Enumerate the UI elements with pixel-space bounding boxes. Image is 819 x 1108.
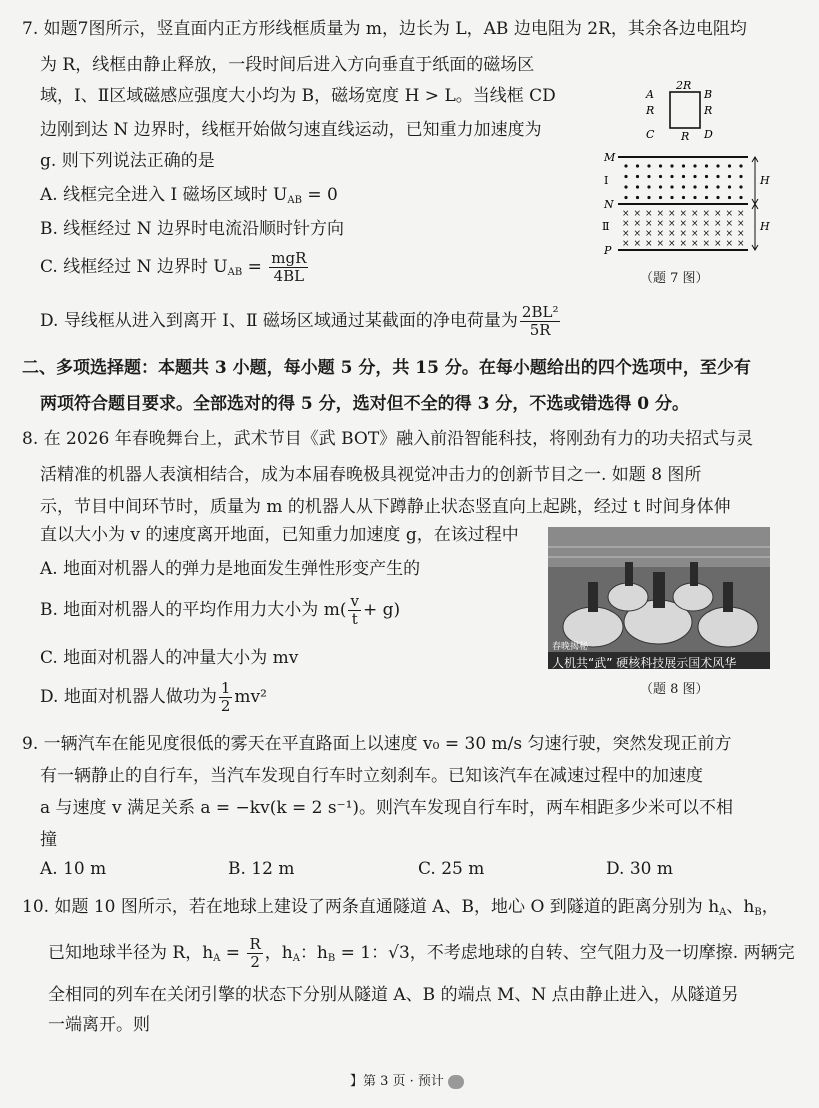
figure-7-caption: （题 7 图） xyxy=(640,271,709,286)
q8-option-c: C. 地面对机器人的冲量大小为 mv xyxy=(40,648,299,668)
q7-option-d: D. 导线框从进入到离开 Ⅰ、Ⅱ 磁场区域通过某截面的净电荷量为 $\frac{\text{2BL²}}{5R}$ xyxy=(40,303,559,339)
field-cross: × xyxy=(714,219,722,229)
label-h-1: H xyxy=(760,174,770,187)
field-cross: × xyxy=(622,239,630,249)
field-cross: × xyxy=(668,219,676,229)
field-dot xyxy=(636,164,639,167)
q8-option-b: B. 地面对机器人的平均作用力大小为 m( $\frac{v}{t}$ + g) xyxy=(40,592,401,628)
label-b: B xyxy=(704,88,713,101)
field-dot xyxy=(670,164,673,167)
q8-line-2: 活精准的机器人表演相结合，成为本届春晚极具视觉冲击力的创新节目之一. 如题 8 图所 xyxy=(40,465,702,485)
q9-line-1: 9. 一辆汽车在能见度很低的雾天在平直路面上以速度 v₀ = 30 m/s 匀速行驶，突然发现正前方 xyxy=(22,734,732,754)
field-dot xyxy=(693,185,696,188)
field-cross: × xyxy=(633,209,642,219)
field-cross: × xyxy=(633,239,642,249)
label-h-2: H xyxy=(760,220,770,233)
field-dot xyxy=(716,196,719,199)
label-region-2: Ⅱ xyxy=(602,220,610,233)
field-dot xyxy=(670,175,673,178)
q10-line-4: 一端离开。则 xyxy=(48,1015,150,1035)
field-dot xyxy=(716,164,719,167)
field-cross: × xyxy=(725,229,734,239)
q9-option-c: C. 25 m xyxy=(418,859,485,879)
field-cross: × xyxy=(702,219,711,229)
q8-line-1: 8. 在 2026 年春晚舞台上，武术节目《武 BOT》融入前沿智能科技，将刚劲有力的功夫招式与灵 xyxy=(22,429,754,449)
field-dot xyxy=(636,175,639,178)
field-dot xyxy=(716,185,719,188)
field-cross: × xyxy=(656,219,665,229)
field-dot xyxy=(739,196,742,199)
field-cross: × xyxy=(645,219,653,229)
field-cross: × xyxy=(633,229,642,239)
field-cross: × xyxy=(645,229,653,239)
q9-line-2: 有一辆静止的自行车，当汽车发现自行车时立刻刹车。已知该汽车在减速过程中的加速度 xyxy=(40,766,703,786)
label-d: D xyxy=(704,128,713,141)
photo-banner: 人机共“武” 硬核科技展示国术风华 xyxy=(552,656,737,669)
page-footer xyxy=(350,1070,464,1089)
field-dot xyxy=(728,175,731,178)
field-dot xyxy=(739,164,742,167)
field-cross: × xyxy=(679,229,688,239)
field-cross: × xyxy=(725,209,734,219)
field-dot xyxy=(624,185,627,188)
field-dot xyxy=(682,196,685,199)
field-dot xyxy=(705,175,708,178)
field-dot xyxy=(705,196,708,199)
field-dot xyxy=(682,164,685,167)
field-dot xyxy=(659,164,662,167)
field-cross: × xyxy=(679,209,688,219)
q7-line-5: g. 则下列说法正确的是 xyxy=(40,151,215,171)
field-dot xyxy=(705,185,708,188)
field-cross: × xyxy=(691,239,699,249)
field-cross: × xyxy=(691,219,699,229)
field-cross: × xyxy=(725,219,734,229)
q9-line-3: a 与速度 v 满足关系 a = −kv(k = 2 s⁻¹)。则汽车发现自行车时，两车相距多少米可以不相 xyxy=(40,798,734,818)
field-dot xyxy=(624,196,627,199)
q9-option-d: D. 30 m xyxy=(606,859,673,879)
field-cross: × xyxy=(679,219,688,229)
field-dot xyxy=(728,164,731,167)
q7-line-2: 为 R，线框由静止释放，一段时间后进入方向垂直于纸面的磁场区 xyxy=(40,55,535,75)
field-dot xyxy=(647,196,650,199)
field-crosses xyxy=(622,209,745,249)
q9-option-a: A. 10 m xyxy=(40,859,107,879)
field-cross: × xyxy=(702,229,711,239)
label-2r: 2R xyxy=(676,79,692,92)
field-cross: × xyxy=(622,219,630,229)
q8-option-a: A. 地面对机器人的弹力是地面发生弹性形变产生的 xyxy=(40,559,421,579)
field-dot xyxy=(693,175,696,178)
field-cross: × xyxy=(737,239,745,249)
field-cross: × xyxy=(702,209,711,219)
field-dot xyxy=(647,185,650,188)
field-dot xyxy=(728,185,731,188)
field-dot xyxy=(716,175,719,178)
field-dot xyxy=(659,175,662,178)
section-2-heading: 二、多项选择题：本题共 3 小题，每小题 5 分，共 15 分。在每小题给出的四个选项中，至少有 xyxy=(22,358,751,378)
section-2-instructions: 两项符合题目要求。全部选对的得 5 分，选对但不全的得 3 分，不选或错选得 0 分。 xyxy=(40,394,689,414)
field-cross: × xyxy=(668,229,676,239)
watermark-stamp xyxy=(448,1075,464,1089)
field-cross: × xyxy=(691,229,699,239)
field-cross: × xyxy=(737,229,745,239)
field-cross: × xyxy=(656,239,665,249)
figure-7-diagram xyxy=(590,78,780,278)
figure-8-caption: （题 8 图） xyxy=(640,682,709,697)
field-cross: × xyxy=(668,209,676,219)
q8-option-d: D. 地面对机器人做功为 $\frac{1}{2}$ mv² xyxy=(40,679,267,715)
q7-line-4: 边刚到达 N 边界时，线框开始做匀速直线运动，已知重力加速度为 xyxy=(40,120,542,140)
label-c: C xyxy=(646,128,655,141)
field-cross: × xyxy=(714,229,722,239)
q10-line-1: 10. 如题 10 图所示，若在地球上建设了两条直通隧道 A、B，地心 O 到隧道的距离分别为 $h_A$、$h_B$， xyxy=(22,897,779,918)
q10-line-2: 已知地球半径为 R，$h_A$ = $\frac{R}{2}$ ，$h_A$：$h_B = 1$：√3，不考虑地球的自转、空气阻力及一切摩擦. 两辆完 xyxy=(48,935,795,971)
field-cross: × xyxy=(714,239,722,249)
field-dot xyxy=(659,185,662,188)
label-n: N xyxy=(604,198,614,211)
field-dot xyxy=(739,175,742,178)
q7-option-a: A. 线框完全进入 I 磁场区域时 $U_{AB} = 0$ xyxy=(40,185,338,206)
label-m: M xyxy=(604,151,616,164)
q8-line-4: 直以大小为 v 的速度离开地面，已知重力加速度 g，在该过程中 xyxy=(40,525,519,545)
label-a: A xyxy=(646,88,654,101)
field-cross: × xyxy=(737,219,745,229)
field-dot xyxy=(670,196,673,199)
label-right-r: R xyxy=(704,104,713,117)
label-bottom-r: R xyxy=(681,130,690,143)
q7-line-3: 域，Ⅰ、Ⅱ区域磁感应强度大小均为 B，磁场宽度 H > L。当线框 CD xyxy=(40,86,556,106)
field-cross: × xyxy=(714,209,722,219)
label-region-1: I xyxy=(604,174,609,187)
field-dot xyxy=(636,185,639,188)
field-dot xyxy=(682,175,685,178)
field-dot xyxy=(636,196,639,199)
field-dot xyxy=(682,185,685,188)
q9-option-b: B. 12 m xyxy=(228,859,295,879)
q7-option-c: C. 线框经过 N 边界时 $U_{AB}$ = $\frac{\text{mgR}}{4BL}$ xyxy=(40,249,307,285)
label-left-r: R xyxy=(646,104,655,117)
field-cross: × xyxy=(656,209,665,219)
field-cross: × xyxy=(725,239,734,249)
q8-line-3: 示，节目中间环节时，质量为 m 的机器人从下蹲静止状态竖直向上起跳，经过 t 时间身体伸 xyxy=(40,497,731,517)
field-cross: × xyxy=(679,239,688,249)
label-p: P xyxy=(604,244,612,257)
field-dot xyxy=(670,185,673,188)
field-cross: × xyxy=(645,239,653,249)
field-dot xyxy=(647,164,650,167)
field-cross: × xyxy=(622,209,630,219)
field-dot xyxy=(624,164,627,167)
field-cross: × xyxy=(737,209,745,219)
field-cross: × xyxy=(633,219,642,229)
field-cross: × xyxy=(702,239,711,249)
q10-line-3: 全相同的列车在关闭引擎的状态下分别从隧道 A、B 的端点 M、N 点由静止进入，从隧道另 xyxy=(48,985,739,1005)
q7-line-1: 7. 如题7图所示，竖直面内正方形线框质量为 m，边长为 L，AB 边电阻为 2R，其余各边电阻均 xyxy=(22,19,747,39)
field-dot xyxy=(659,196,662,199)
field-dot xyxy=(693,164,696,167)
robot-performance-photo xyxy=(548,527,770,669)
page-number: 】第 3 页 · 预计 xyxy=(350,1074,444,1089)
field-dots xyxy=(624,164,742,199)
q9-line-4: 撞 xyxy=(40,830,57,850)
field-dot xyxy=(693,196,696,199)
q7-option-b: B. 线框经过 N 边界时电流沿顺时针方向 xyxy=(40,219,344,239)
photo-tag: 春晚揭秘 xyxy=(552,642,589,652)
field-cross: × xyxy=(656,229,665,239)
field-cross: × xyxy=(691,209,699,219)
field-dot xyxy=(728,196,731,199)
field-cross: × xyxy=(622,229,630,239)
field-cross: × xyxy=(645,209,653,219)
field-dot xyxy=(624,175,627,178)
field-dot xyxy=(705,164,708,167)
field-dot xyxy=(739,185,742,188)
square-frame xyxy=(670,92,700,128)
field-dot xyxy=(647,175,650,178)
field-cross: × xyxy=(668,239,676,249)
